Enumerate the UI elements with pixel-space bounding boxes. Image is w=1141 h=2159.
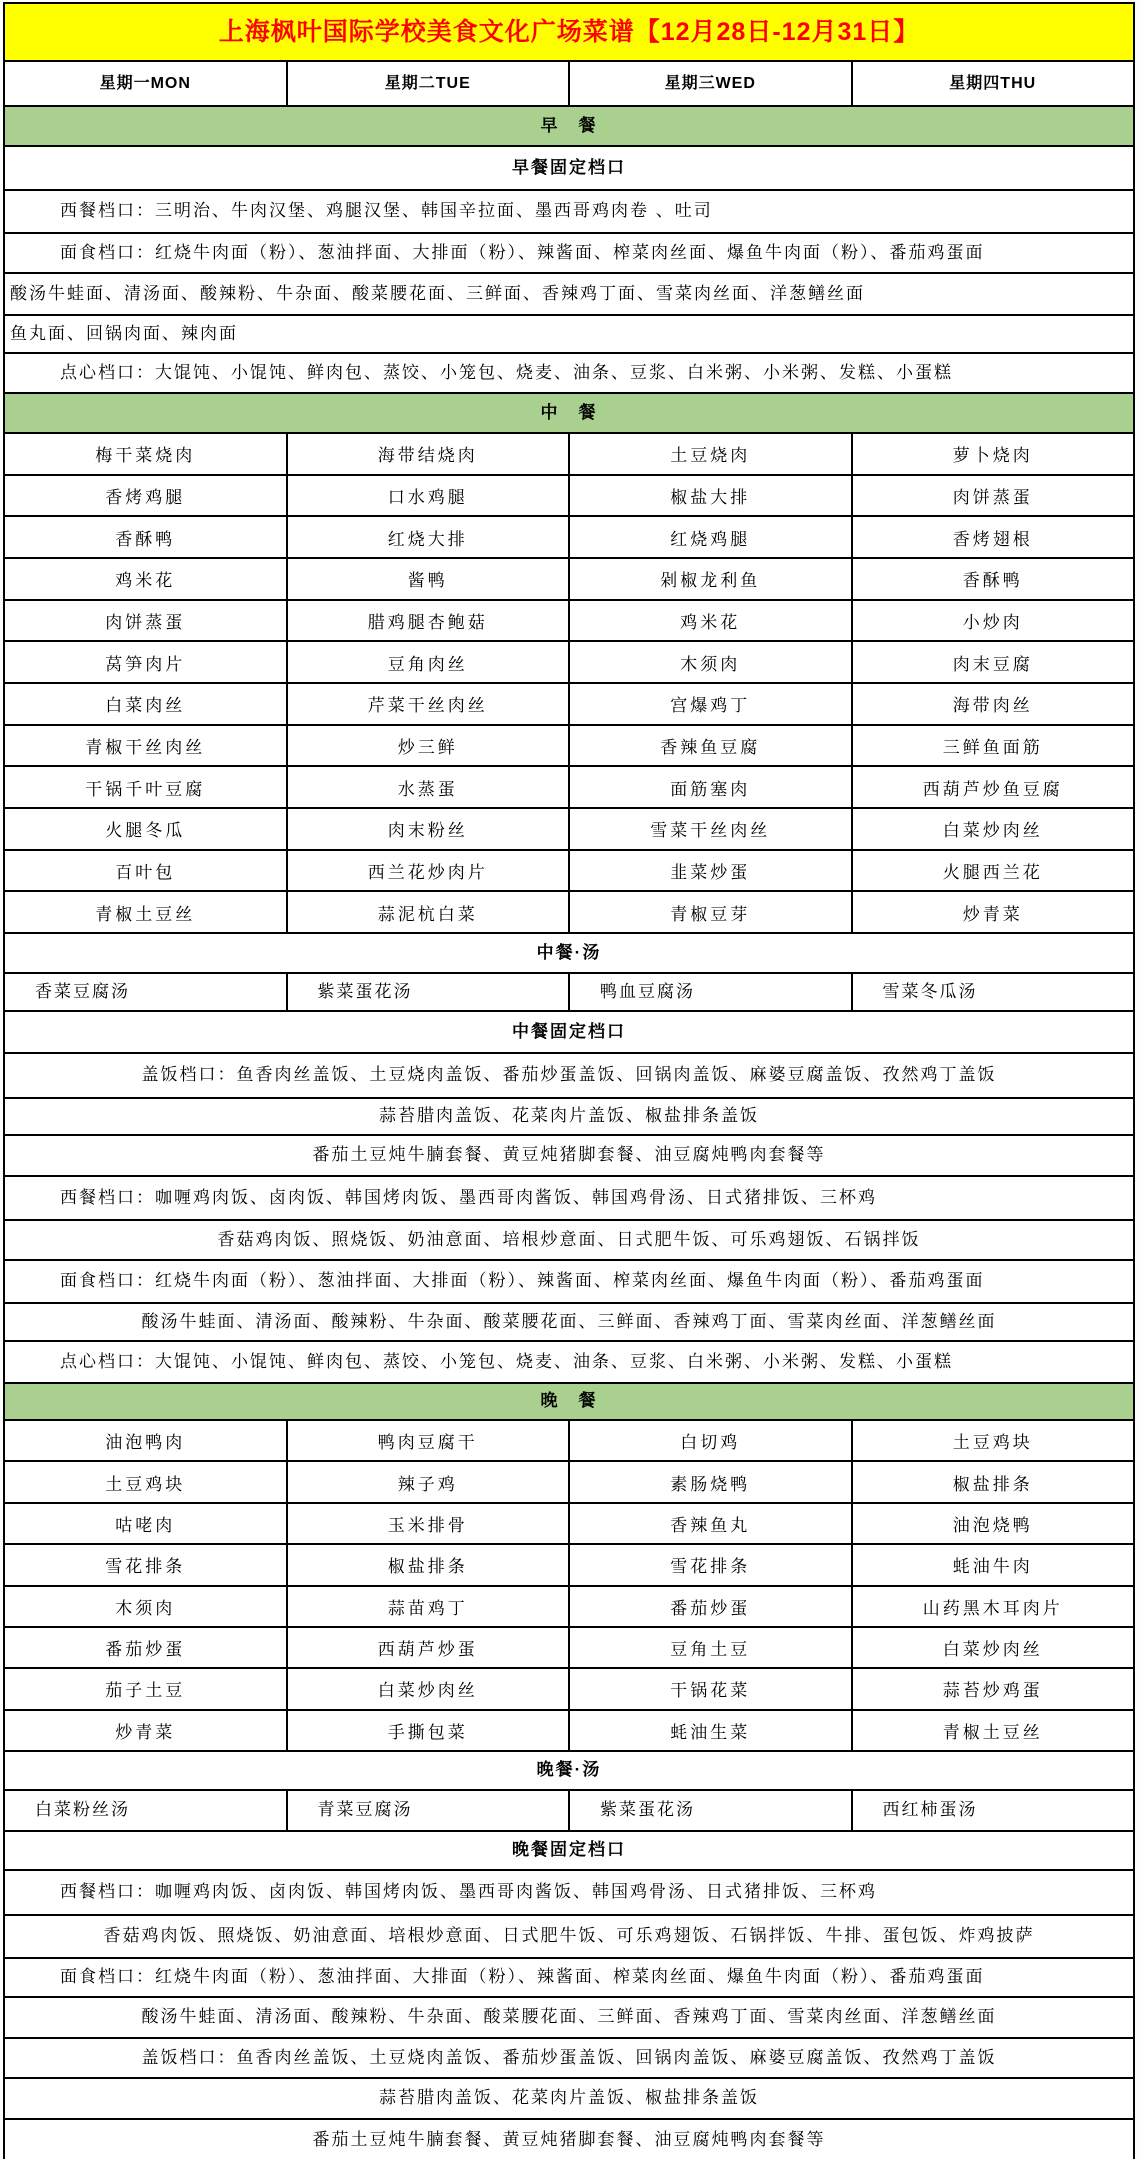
dish-cell: 雪花排条 [5,1545,288,1584]
dish-cell: 青椒土豆丝 [5,892,288,932]
dish-cell: 肉末粉丝 [288,809,571,849]
dinner-grid-row [5,1587,1133,1628]
dish-cell: 萝卜烧肉 [952,446,1033,466]
dish-cell: 香酥鸭 [5,517,288,557]
dish-cell: 香烤鸡腿 [5,476,288,516]
lunch-grid-row [5,892,1133,934]
dinner-soup-row [5,1791,1133,1832]
lunch-dimsum-stall-row: 点心档口：大馄饨、小馄饨、鲜肉包、蒸饺、小笼包、烧麦、油条、豆浆、白米粥、小米粥、发糕、小蛋糕 [5,1342,1133,1384]
lunch-grid-row [5,767,1133,809]
soup-cell: 紫菜蛋花汤 [288,974,571,1010]
dish-cell: 鸭肉豆腐干 [288,1421,571,1460]
breakfast-noodle-cont-row-2: 鱼丸面、回锅肉面、辣肉面 [5,316,1133,354]
dinner-grid [5,1421,1133,1752]
dish-cell: 红烧鸡腿 [570,517,853,557]
dish-cell: 土豆鸡块 [5,1462,288,1501]
dish-cell: 白菜炒肉丝 [942,1640,1043,1660]
day-header-wed: 星期三WED [570,62,853,105]
lunch-grid [5,434,1133,934]
lunch-soup-header: 中餐·汤 [5,934,1133,974]
dish-cell: 咕咾肉 [5,1504,288,1543]
breakfast-noodle-cont-row: 酸汤牛蛙面、清汤面、酸辣粉、牛杂面、酸菜腰花面、三鲜面、香辣鸡丁面、雪菜肉丝面、洋葱鳝丝面 [5,274,1133,316]
soup-cell: 西红柿蛋汤 [882,1800,978,1820]
dish-cell: 火腿西兰花 [942,863,1043,883]
dish-cell: 韭菜炒蛋 [570,851,853,891]
dish-cell: 白菜炒肉丝 [288,1669,571,1708]
dish-cell: 茄子土豆 [5,1669,288,1708]
dish-cell: 肉末豆腐 [952,654,1033,674]
dish-cell: 芹菜干丝肉丝 [288,684,571,724]
lunch-ricebowl-cont-row: 蒜苔腊肉盖饭、花菜肉片盖饭、椒盐排条盖饭 [5,1099,1133,1136]
dish-cell: 西兰花炒肉片 [288,851,571,891]
dish-cell: 番茄炒蛋 [5,1628,288,1667]
dish-cell: 青椒土豆丝 [942,1722,1043,1742]
dinner-ricebowl-stall-row: 盖饭档口：鱼香肉丝盖饭、土豆烧肉盖饭、番茄炒蛋盖饭、回锅肉盖饭、麻婆豆腐盖饭、孜然鸡丁盖饭 [5,2039,1133,2079]
dish-cell: 白菜肉丝 [5,684,288,724]
lunch-grid-row [5,809,1133,851]
day-header-tue: 星期二TUE [288,62,571,105]
dish-cell: 西葫芦炒鱼豆腐 [922,779,1063,799]
dinner-grid-row [5,1711,1133,1752]
dish-cell: 干锅花菜 [570,1669,853,1708]
dish-cell: 面筋塞肉 [570,767,853,807]
dish-cell: 油泡鸭肉 [5,1421,288,1460]
dish-cell: 腊鸡腿杏鲍菇 [288,601,571,641]
dish-cell: 香酥鸭 [962,571,1023,591]
soup-cell: 鸭血豆腐汤 [570,974,853,1010]
dish-cell: 炒青菜 [5,1711,288,1750]
lunch-grid-row [5,684,1133,726]
dish-cell: 红烧大排 [288,517,571,557]
dish-cell: 雪花排条 [570,1545,853,1584]
dish-cell: 干锅千叶豆腐 [5,767,288,807]
soup-cell: 紫菜蛋花汤 [570,1791,853,1830]
dish-cell: 莴笋肉片 [5,642,288,682]
dish-cell: 椒盐排条 [952,1474,1033,1494]
dish-cell: 辣子鸡 [288,1462,571,1501]
lunch-grid-row [5,517,1133,559]
dish-cell: 肉饼蒸蛋 [5,601,288,641]
lunch-ricebowl-stall-row: 盖饭档口：鱼香肉丝盖饭、土豆烧肉盖饭、番茄炒蛋盖饭、回锅肉盖饭、麻婆豆腐盖饭、孜然鸡丁盖饭 [5,1054,1133,1099]
dish-cell: 青椒干丝肉丝 [5,726,288,766]
dinner-sub-header: 晚餐固定档口 [5,1832,1133,1871]
lunch-western-stall-row: 西餐档口：咖喱鸡肉饭、卤肉饭、韩国烤肉饭、墨西哥肉酱饭、韩国鸡骨汤、日式猪排饭、三杯鸡 [5,1177,1133,1221]
dinner-grid-row [5,1545,1133,1586]
lunch-grid-row [5,476,1133,518]
lunch-sub-header: 中餐固定档口 [5,1012,1133,1054]
dish-cell: 白菜炒肉丝 [942,821,1043,841]
dish-cell: 炒三鲜 [288,726,571,766]
dinner-grid-row [5,1504,1133,1545]
dish-cell: 西葫芦炒蛋 [288,1628,571,1667]
dinner-soup-header: 晚餐·汤 [5,1752,1133,1791]
day-header-thu: 星期四THU [949,74,1037,92]
soup-cell: 雪菜冬瓜汤 [882,981,978,1001]
dinner-grid-row [5,1669,1133,1710]
dish-cell: 酱鸭 [288,559,571,599]
lunch-grid-row [5,559,1133,601]
dish-cell: 蚝油生菜 [570,1711,853,1750]
lunch-set-meal-row: 番茄土豆炖牛腩套餐、黄豆炖猪脚套餐、油豆腐炖鸭肉套餐等 [5,1136,1133,1177]
lunch-grid-row [5,642,1133,684]
dish-cell: 炒青菜 [962,904,1023,924]
breakfast-western-stall-row: 西餐档口：三明治、牛肉汉堡、鸡腿汉堡、韩国辛拉面、墨西哥鸡肉卷 、吐司 [5,191,1133,234]
menu-sheet [3,2,1135,2159]
dish-cell: 水蒸蛋 [288,767,571,807]
dinner-ricebowl-cont-row: 蒜苔腊肉盖饭、花菜肉片盖饭、椒盐排条盖饭 [5,2079,1133,2120]
dish-cell: 梅干菜烧肉 [5,434,288,474]
dish-cell: 雪菜干丝肉丝 [570,809,853,849]
dish-cell: 海带结烧肉 [288,434,571,474]
dish-cell: 香烤翅根 [952,529,1033,549]
lunch-grid-row [5,851,1133,893]
dish-cell: 香辣鱼丸 [570,1504,853,1543]
section-header-dinner: 晚 餐 [5,1384,1133,1421]
lunch-grid-row [5,726,1133,768]
dish-cell: 番茄炒蛋 [570,1587,853,1626]
breakfast-noodle-stall-row: 面食档口：红烧牛肉面（粉）、葱油拌面、大排面（粉）、辣酱面、榨菜肉丝面、爆鱼牛肉面（粉）、番茄鸡蛋面 [5,234,1133,274]
dish-cell: 蒜苗鸡丁 [288,1587,571,1626]
dish-cell: 鸡米花 [570,601,853,641]
dish-cell: 椒盐大排 [570,476,853,516]
dish-cell: 肉饼蒸蛋 [952,488,1033,507]
dish-cell: 油泡烧鸭 [952,1515,1033,1535]
dish-cell: 剁椒龙利鱼 [570,559,853,599]
breakfast-sub-header: 早餐固定档口 [5,147,1133,191]
lunch-soup-row [5,974,1133,1012]
dinner-grid-row [5,1628,1133,1669]
dinner-grid-row [5,1462,1133,1503]
dish-cell: 木须肉 [5,1587,288,1626]
dish-cell: 玉米排骨 [288,1504,571,1543]
dish-cell: 蚝油牛肉 [952,1557,1033,1577]
dinner-set-meal-row: 番茄土豆炖牛腩套餐、黄豆炖猪脚套餐、油豆腐炖鸭肉套餐等 [312,2130,826,2150]
dish-cell: 小炒肉 [962,613,1023,633]
dinner-noodle-stall-row: 面食档口：红烧牛肉面（粉）、葱油拌面、大排面（粉）、辣酱面、榨菜肉丝面、爆鱼牛肉面（粉）、番茄鸡蛋面 [5,1959,1133,1998]
day-header-mon: 星期一MON [5,62,288,105]
section-header-lunch: 中 餐 [5,394,1133,434]
lunch-grid-row [5,601,1133,643]
dish-cell: 口水鸡腿 [288,476,571,516]
dish-cell: 山药黑木耳肉片 [922,1598,1063,1618]
dinner-western-cont-row: 香菇鸡肉饭、照烧饭、奶油意面、培根炒意面、日式肥牛饭、可乐鸡翅饭、石锅拌饭、牛排、蛋包饭、炸鸡披萨 [5,1916,1133,1959]
lunch-noodle-cont-row: 酸汤牛蛙面、清汤面、酸辣粉、牛杂面、酸菜腰花面、三鲜面、香辣鸡丁面、雪菜肉丝面、洋葱鳝丝面 [5,1304,1133,1342]
dish-cell: 蒜泥杭白菜 [288,892,571,932]
dinner-grid-row [5,1421,1133,1462]
breakfast-dimsum-stall-row: 点心档口：大馄饨、小馄饨、鲜肉包、蒸饺、小笼包、烧麦、油条、豆浆、白米粥、小米粥、发糕、小蛋糕 [5,354,1133,394]
soup-cell: 香菜豆腐汤 [5,974,288,1010]
section-header-breakfast: 早 餐 [5,107,1133,147]
day-header-row [5,62,1133,107]
dish-cell: 鸡米花 [5,559,288,599]
dish-cell: 海带肉丝 [952,696,1033,716]
dish-cell: 宫爆鸡丁 [570,684,853,724]
dish-cell: 火腿冬瓜 [5,809,288,849]
soup-cell: 青菜豆腐汤 [288,1791,571,1830]
dish-cell: 豆角土豆 [570,1628,853,1667]
dish-cell: 豆角肉丝 [288,642,571,682]
dish-cell: 白切鸡 [570,1421,853,1460]
dish-cell: 蒜苔炒鸡蛋 [942,1681,1043,1701]
menu-title: 上海枫叶国际学校美食文化广场菜谱【12月28日-12月31日】 [5,4,1133,62]
dinner-noodle-cont-row: 酸汤牛蛙面、清汤面、酸辣粉、牛杂面、酸菜腰花面、三鲜面、香辣鸡丁面、雪菜肉丝面、洋葱鳝丝面 [5,1998,1133,2039]
lunch-grid-row [5,434,1133,476]
dish-cell: 青椒豆芽 [570,892,853,932]
lunch-western-cont-row: 香菇鸡肉饭、照烧饭、奶油意面、培根炒意面、日式肥牛饭、可乐鸡翅饭、石锅拌饭 [5,1221,1133,1261]
dish-cell: 百叶包 [5,851,288,891]
dinner-western-stall-row: 西餐档口：咖喱鸡肉饭、卤肉饭、韩国烤肉饭、墨西哥肉酱饭、韩国鸡骨汤、日式猪排饭、三杯鸡 [5,1871,1133,1916]
dish-cell: 椒盐排条 [288,1545,571,1584]
dish-cell: 土豆鸡块 [952,1433,1033,1453]
dish-cell: 三鲜鱼面筋 [942,738,1043,758]
dish-cell: 木须肉 [570,642,853,682]
dish-cell: 素肠烧鸭 [570,1462,853,1501]
dish-cell: 香辣鱼豆腐 [570,726,853,766]
soup-cell: 白菜粉丝汤 [5,1791,288,1830]
dish-cell: 土豆烧肉 [570,434,853,474]
lunch-noodle-stall-row: 面食档口：红烧牛肉面（粉）、葱油拌面、大排面（粉）、辣酱面、榨菜肉丝面、爆鱼牛肉面（粉）、番茄鸡蛋面 [5,1261,1133,1304]
dish-cell: 手撕包菜 [288,1711,571,1750]
